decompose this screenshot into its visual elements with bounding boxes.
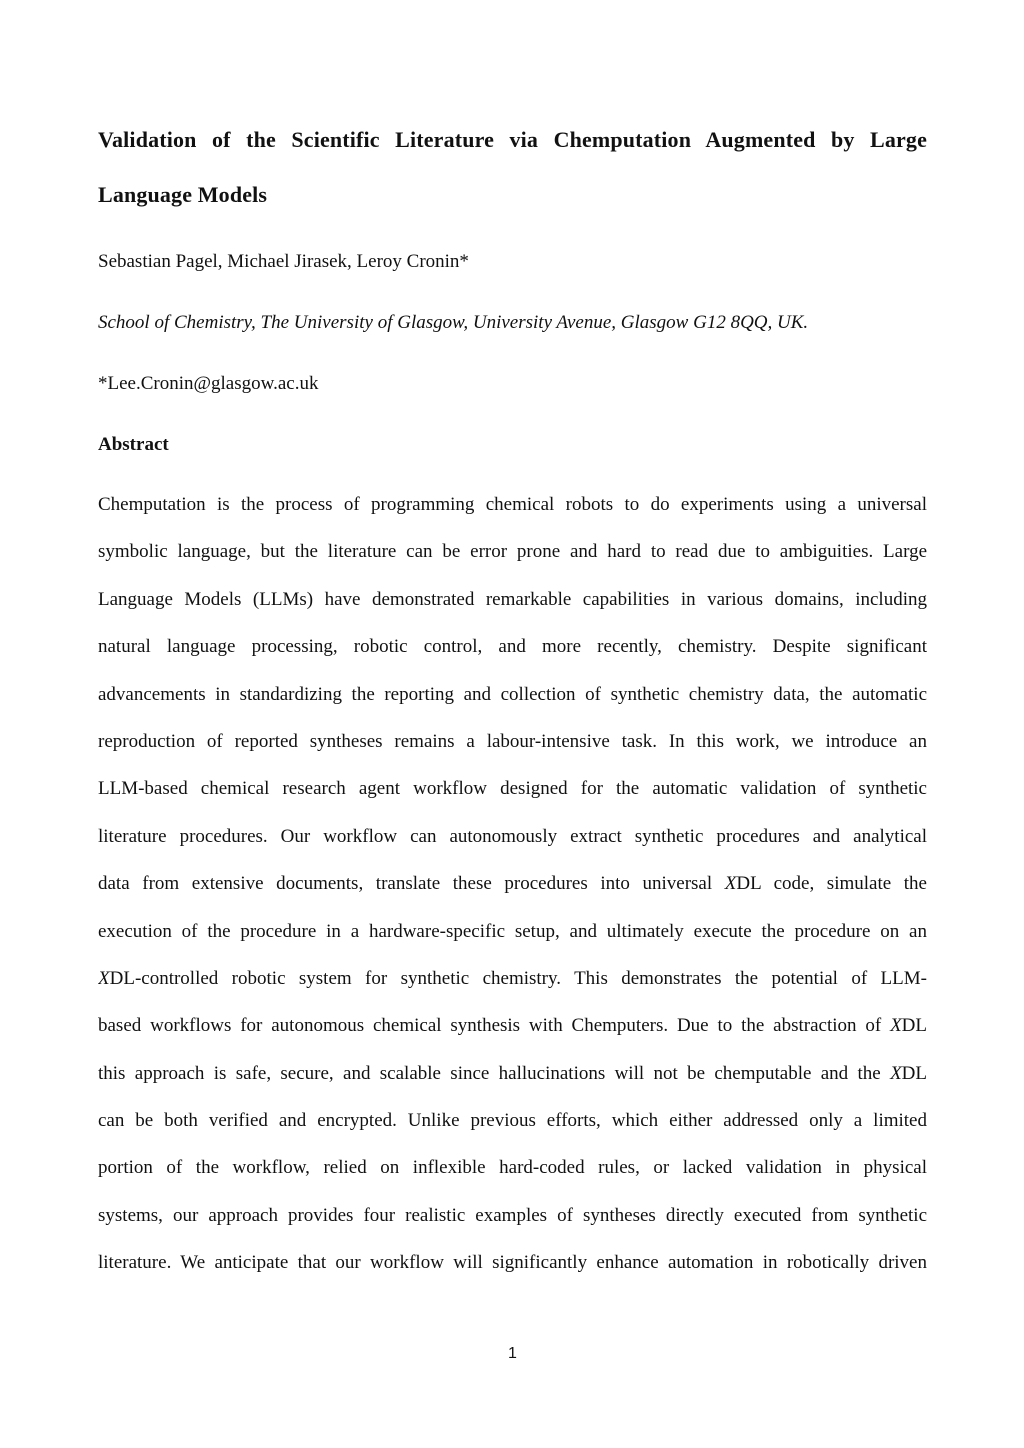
corresponding-email: *Lee.Cronin@glasgow.ac.uk [98, 373, 319, 394]
paper-title: Validation of the Scientific Literature via Chemputation Augmented by Large Language Models [98, 127, 927, 207]
abstract-line: data from extensive documents, translate these procedures into universal XDL code, simulate the [98, 873, 927, 895]
abstract-line: can be both verified and encrypted. Unlike previous efforts, which either addressed only a limited [98, 1110, 927, 1132]
affiliation: School of Chemistry, The University of Glasgow, University Avenue, Glasgow G12 8QQ, UK. [98, 312, 809, 333]
abstract-line: natural language processing, robotic control, and more recently, chemistry. Despite significant [98, 636, 927, 658]
abstract-line: advancements in standardizing the reporting and collection of synthetic chemistry data, the automatic [98, 683, 927, 705]
abstract-line: literature procedures. Our workflow can autonomously extract synthetic procedures and analytical [98, 825, 927, 847]
abstract-line: portion of the workflow, relied on inflexible hard-coded rules, or lacked validation in physical [98, 1157, 927, 1179]
author-list: Sebastian Pagel, Michael Jirasek, Leroy Cronin* [98, 251, 469, 272]
abstract-body [98, 481, 927, 1287]
abstract-line: Chemputation is the process of programming chemical robots to do experiments using a universal [98, 494, 927, 515]
abstract-line: execution of the procedure in a hardware-specific setup, and ultimately execute the procedure on an [98, 920, 927, 942]
abstract-line: XDL-controlled robotic system for synthetic chemistry. This demonstrates the potential of LLM- [98, 967, 927, 989]
abstract-line: Language Models (LLMs) have demonstrated remarkable capabilities in various domains, including [98, 588, 927, 610]
abstract-heading: Abstract [98, 434, 169, 455]
abstract-line: based workflows for autonomous chemical synthesis with Chemputers. Due to the abstraction of XDL [98, 1015, 927, 1037]
abstract-line: reproduction of reported syntheses remains a labour-intensive task. In this work, we introduce an [98, 730, 927, 752]
abstract-line: symbolic language, but the literature can be error prone and hard to read due to ambiguities. Large [98, 541, 927, 563]
abstract-line: systems, our approach provides four realistic examples of syntheses directly executed from synthetic [98, 1204, 927, 1226]
abstract-line: LLM-based chemical research agent workflow designed for the automatic validation of synthetic [98, 778, 927, 800]
abstract-line: this approach is safe, secure, and scalable since hallucinations will not be chemputable and the XDL [98, 1062, 927, 1084]
abstract-line: literature. We anticipate that our workflow will significantly enhance automation in robotically driven [98, 1252, 927, 1274]
page-number: 1 [508, 1345, 517, 1362]
